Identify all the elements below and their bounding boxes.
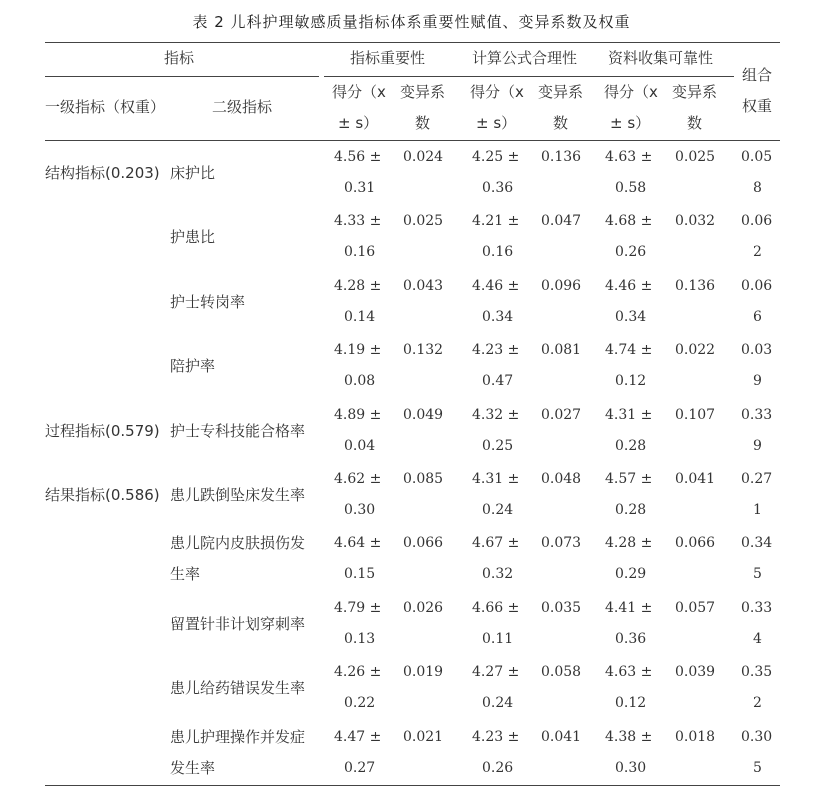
importance-score-label-line1: 得分（x (332, 83, 386, 101)
formula-score-mean: 4.32 ± (472, 407, 520, 423)
reliability-score-label-line2: ± s） (610, 114, 651, 132)
formula-cv: 0.027 (541, 407, 582, 423)
reliability-cv-label-line2: 数 (687, 114, 703, 132)
importance-score-sd: 0.14 (344, 309, 376, 325)
secondary-indicator: 留置针非计划穿刺率 (170, 615, 306, 633)
combined-weight-line2: 9 (753, 373, 762, 389)
combined-weight-line2: 2 (753, 244, 762, 260)
combined-weight-line2: 5 (753, 760, 762, 776)
formula-cv: 0.096 (541, 278, 582, 294)
formula-score-mean: 4.67 ± (472, 535, 520, 551)
combined-weight-line1: 0.06 (741, 278, 773, 294)
reliability-score-sd: 0.12 (615, 695, 647, 711)
level1-indicator: 过程指标(0.579) (45, 422, 160, 440)
importance-score-mean: 4.79 ± (334, 600, 382, 616)
importance-score-mean: 4.19 ± (334, 342, 382, 358)
reliability-cv: 0.032 (675, 213, 716, 229)
formula-score-sd: 0.24 (482, 695, 514, 711)
formula-cv: 0.035 (541, 600, 582, 616)
formula-score-mean: 4.46 ± (472, 278, 520, 294)
importance-score-sd: 0.16 (344, 244, 376, 260)
reliability-cv: 0.025 (675, 149, 716, 165)
level1-indicator: 结果指标(0.586) (45, 486, 160, 504)
importance-cv: 0.021 (403, 729, 444, 745)
importance-score-sd: 0.27 (344, 760, 376, 776)
importance-cv-label-line1: 变异系 (400, 83, 446, 101)
secondary-indicator-cont: 生率 (170, 565, 201, 583)
formula-score-sd: 0.16 (482, 244, 514, 260)
formula-score-sd: 0.32 (482, 566, 514, 582)
combined-weight-line2: 5 (753, 566, 762, 582)
importance-score-sd: 0.22 (344, 695, 376, 711)
formula-score-sd: 0.47 (482, 373, 514, 389)
importance-cv: 0.085 (403, 471, 444, 487)
secondary-indicator-cont: 发生率 (170, 759, 216, 777)
header-level1: 一级指标（权重） (45, 98, 166, 116)
importance-score-sd: 0.13 (344, 631, 376, 647)
importance-score-mean: 4.47 ± (334, 729, 382, 745)
reliability-score-mean: 4.38 ± (605, 729, 653, 745)
header-indicator: 指标 (164, 49, 195, 67)
formula-score-label-line1: 得分（x (470, 83, 524, 101)
importance-cv: 0.066 (403, 535, 444, 551)
combined-weight-line2: 4 (753, 631, 762, 647)
header-mid-rule-left (45, 76, 319, 77)
importance-cv: 0.043 (403, 278, 444, 294)
reliability-score-mean: 4.63 ± (605, 149, 653, 165)
reliability-score-label-line1: 得分（x (604, 83, 658, 101)
formula-score-mean: 4.25 ± (472, 149, 520, 165)
formula-score-mean: 4.66 ± (472, 600, 520, 616)
formula-cv: 0.047 (541, 213, 582, 229)
secondary-indicator: 患儿给药错误发生率 (170, 679, 306, 697)
formula-score-mean: 4.27 ± (472, 664, 520, 680)
secondary-indicator: 护患比 (170, 228, 216, 246)
reliability-score-sd: 0.28 (615, 502, 647, 518)
reliability-score-sd: 0.34 (615, 309, 647, 325)
formula-score-mean: 4.23 ± (472, 729, 520, 745)
importance-score-mean: 4.56 ± (334, 149, 382, 165)
combined-weight-line2: 2 (753, 695, 762, 711)
combined-weight-line1: 0.30 (741, 729, 773, 745)
formula-score-mean: 4.23 ± (472, 342, 520, 358)
importance-cv: 0.026 (403, 600, 444, 616)
reliability-score-mean: 4.41 ± (605, 600, 653, 616)
reliability-cv: 0.066 (675, 535, 716, 551)
header-reliability: 资料收集可靠性 (608, 49, 714, 67)
importance-score-sd: 0.08 (344, 373, 376, 389)
secondary-indicator: 患儿护理操作并发症 (170, 728, 306, 746)
combined-weight-line1: 0.05 (741, 149, 773, 165)
reliability-score-sd: 0.12 (615, 373, 647, 389)
secondary-indicator: 床护比 (170, 164, 216, 182)
combined-weight-line2: 9 (753, 438, 762, 454)
secondary-indicator: 患儿跌倒坠床发生率 (170, 486, 306, 504)
reliability-cv: 0.107 (675, 407, 716, 423)
importance-cv: 0.049 (403, 407, 444, 423)
formula-score-sd: 0.11 (482, 631, 514, 647)
importance-score-mean: 4.64 ± (334, 535, 382, 551)
reliability-score-mean: 4.31 ± (605, 407, 653, 423)
reliability-score-sd: 0.26 (615, 244, 647, 260)
importance-score-sd: 0.15 (344, 566, 376, 582)
level1-indicator: 结构指标(0.203) (45, 164, 160, 182)
header-importance: 指标重要性 (350, 49, 426, 67)
reliability-score-sd: 0.36 (615, 631, 647, 647)
combined-weight-line1: 0.35 (741, 664, 773, 680)
combined-weight-line1: 0.34 (741, 535, 773, 551)
secondary-indicator: 护士转岗率 (170, 293, 246, 311)
reliability-score-sd: 0.29 (615, 566, 647, 582)
combined-weight-line1: 0.33 (741, 407, 773, 423)
importance-cv-label-line2: 数 (415, 114, 431, 132)
reliability-cv: 0.136 (675, 278, 716, 294)
importance-cv: 0.019 (403, 664, 444, 680)
reliability-score-sd: 0.58 (615, 180, 647, 196)
secondary-indicator: 陪护率 (170, 357, 216, 375)
secondary-indicator: 患儿院内皮肤损伤发 (170, 534, 306, 552)
header-combined-line1: 组合 (742, 66, 773, 84)
importance-score-mean: 4.89 ± (334, 407, 382, 423)
header-level2: 二级指标 (212, 98, 273, 116)
reliability-cv-label-line1: 变异系 (672, 83, 718, 101)
importance-score-sd: 0.31 (344, 180, 376, 196)
formula-score-sd: 0.25 (482, 438, 514, 454)
combined-weight-line1: 0.06 (741, 213, 773, 229)
bottom-rule (45, 785, 780, 786)
formula-score-mean: 4.31 ± (472, 471, 520, 487)
importance-score-sd: 0.04 (344, 438, 376, 454)
formula-cv: 0.048 (541, 471, 582, 487)
table-title: 表 2 儿科护理敏感质量指标体系重要性赋值、变异系数及权重 (192, 13, 631, 31)
importance-cv: 0.132 (403, 342, 444, 358)
reliability-cv: 0.057 (675, 600, 716, 616)
formula-cv: 0.136 (541, 149, 582, 165)
importance-score-mean: 4.33 ± (334, 213, 382, 229)
reliability-score-mean: 4.57 ± (605, 471, 653, 487)
formula-score-sd: 0.24 (482, 502, 514, 518)
importance-score-sd: 0.30 (344, 502, 376, 518)
header-formula: 计算公式合理性 (472, 49, 578, 67)
formula-score-sd: 0.34 (482, 309, 514, 325)
formula-score-sd: 0.36 (482, 180, 514, 196)
combined-weight-line2: 8 (753, 180, 762, 196)
importance-score-mean: 4.62 ± (334, 471, 382, 487)
combined-weight-line1: 0.27 (741, 471, 773, 487)
formula-cv: 0.058 (541, 664, 582, 680)
importance-score-label-line2: ± s） (338, 114, 379, 132)
importance-cv: 0.025 (403, 213, 444, 229)
reliability-score-mean: 4.68 ± (605, 213, 653, 229)
combined-weight-line2: 6 (753, 309, 762, 325)
importance-cv: 0.024 (403, 149, 444, 165)
reliability-cv: 0.022 (675, 342, 716, 358)
header-combined-line2: 权重 (742, 97, 773, 115)
formula-cv-label-line2: 数 (553, 114, 569, 132)
formula-cv-label-line1: 变异系 (538, 83, 584, 101)
formula-cv: 0.073 (541, 535, 582, 551)
reliability-score-sd: 0.30 (615, 760, 647, 776)
formula-cv: 0.041 (541, 729, 582, 745)
reliability-score-mean: 4.46 ± (605, 278, 653, 294)
combined-weight-line2: 1 (753, 502, 762, 518)
combined-weight-line1: 0.03 (741, 342, 773, 358)
importance-score-mean: 4.28 ± (334, 278, 382, 294)
reliability-score-mean: 4.74 ± (605, 342, 653, 358)
reliability-cv: 0.039 (675, 664, 716, 680)
reliability-score-sd: 0.28 (615, 438, 647, 454)
header-bottom-rule (45, 140, 780, 141)
formula-cv: 0.081 (541, 342, 582, 358)
formula-score-sd: 0.26 (482, 760, 514, 776)
combined-weight-line1: 0.33 (741, 600, 773, 616)
importance-score-mean: 4.26 ± (334, 664, 382, 680)
reliability-cv: 0.018 (675, 729, 716, 745)
reliability-score-mean: 4.28 ± (605, 535, 653, 551)
reliability-cv: 0.041 (675, 471, 716, 487)
formula-score-mean: 4.21 ± (472, 213, 520, 229)
formula-score-label-line2: ± s） (476, 114, 517, 132)
secondary-indicator: 护士专科技能合格率 (170, 422, 306, 440)
reliability-score-mean: 4.63 ± (605, 664, 653, 680)
